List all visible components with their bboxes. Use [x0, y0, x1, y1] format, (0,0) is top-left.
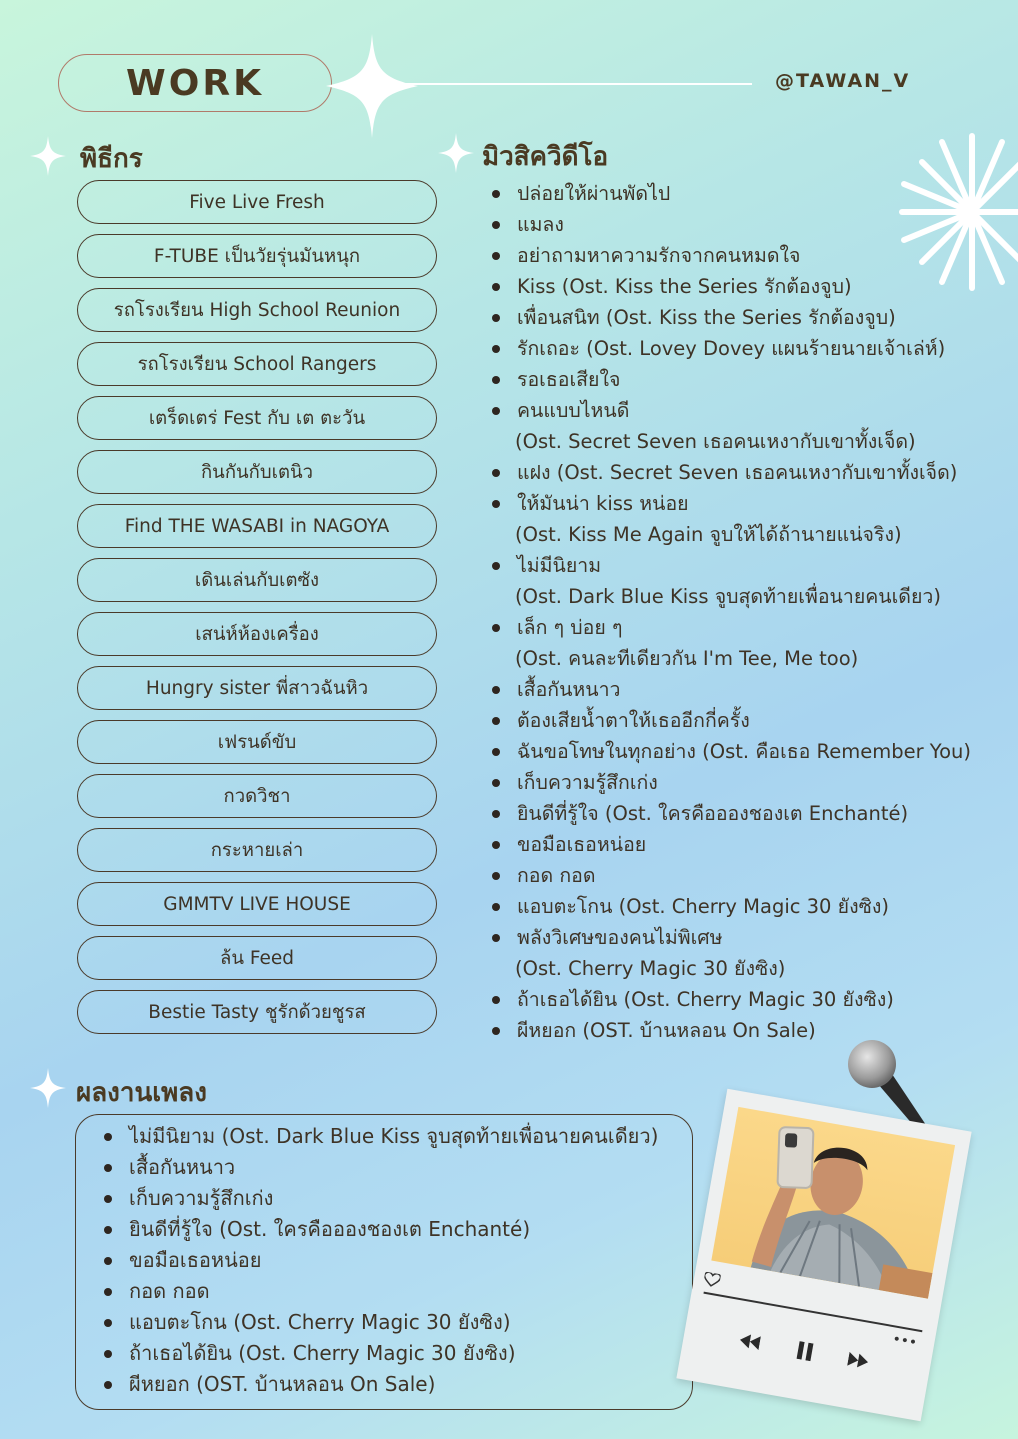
sparkle-icon — [438, 133, 474, 173]
song-title: เสื้อกันหนาว — [129, 1155, 236, 1179]
bullet-icon — [104, 1350, 112, 1358]
artist-photo — [711, 1107, 955, 1299]
music-video-title: ปล่อยให้ผ่านพัดไป — [517, 182, 671, 205]
bullet-icon — [492, 841, 500, 849]
song-title: ถ้าเธอได้ยิน (Ost. Cherry Magic 30 ยังซิง) — [129, 1341, 516, 1365]
song-title: ยินดีที่รู้ใจ (Ost. ใครคืออองชองเต Enchanté) — [129, 1217, 531, 1241]
bullet-icon — [104, 1288, 112, 1296]
music-video-title: แฝง (Ost. Secret Seven เธอคนเหงากับเขาทั้งเจ็ด) — [517, 461, 958, 484]
bullet-icon — [104, 1195, 112, 1203]
song-title: ไม่มีนิยาม (Ost. Dark Blue Kiss จูบสุดท้ายเพื่อนายคนเดียว) — [129, 1124, 659, 1148]
music-video-item — [492, 457, 992, 488]
music-video-title: รอเธอเสียใจ — [517, 368, 621, 391]
bullet-icon — [104, 1226, 112, 1234]
music-video-item — [492, 705, 992, 736]
music-video-item — [492, 922, 992, 984]
bullet-icon — [492, 500, 500, 508]
bullet-icon — [492, 717, 500, 725]
music-video-item — [492, 240, 992, 271]
bullet-icon — [492, 748, 500, 756]
host-show-item: ล้น Feed — [77, 936, 437, 980]
music-player-card — [676, 1089, 971, 1422]
music-video-title: พลังวิเศษของคนไม่พิเศษ — [517, 926, 723, 949]
bullet-icon — [492, 190, 500, 198]
music-video-item — [492, 364, 992, 395]
artist-portrait — [711, 1107, 955, 1299]
music-video-title: ยินดีที่รู้ใจ (Ost. ใครคืออองชองเต Enchanté) — [517, 802, 909, 825]
bullet-icon — [492, 283, 500, 291]
progress-track[interactable] — [703, 1292, 922, 1333]
hosts-title: พิธีกร — [80, 144, 143, 174]
bullet-icon — [492, 934, 500, 942]
song-title: กอด กอด — [129, 1279, 210, 1303]
music-video-item — [492, 736, 992, 767]
music-video-item — [492, 674, 992, 705]
music-video-title: ผีหยอก (OST. บ้านหลอน On Sale) — [517, 1019, 816, 1042]
song-item — [104, 1183, 658, 1214]
music-video-item — [492, 333, 992, 364]
bullet-icon — [492, 252, 500, 260]
music-video-subtitle: (Ost. Secret Seven เธอคนเหงากับเขาทั้งเจ็ด) — [515, 430, 916, 453]
page-title: WORK — [126, 62, 264, 104]
host-show-item: เฟรนด์ขับ — [77, 720, 437, 764]
work-title-pill — [58, 54, 332, 112]
music-video-item — [492, 767, 992, 798]
song-title: แอบตะโกน (Ost. Cherry Magic 30 ยังซิง) — [129, 1310, 511, 1334]
song-item — [104, 1276, 658, 1307]
bullet-icon — [104, 1164, 112, 1172]
music-video-title: ถ้าเธอได้ยิน (Ost. Cherry Magic 30 ยังซิง) — [517, 988, 894, 1011]
music-video-title: Kiss (Ost. Kiss the Series รักต้องจูบ) — [517, 275, 852, 298]
songs-title: ผลงานเพลง — [76, 1078, 207, 1108]
music-videos-list — [492, 178, 992, 1046]
music-video-subtitle: (Ost. Cherry Magic 30 ยังซิง) — [515, 957, 786, 980]
music-video-title: เพื่อนสนิท (Ost. Kiss the Series รักต้องจูบ) — [517, 306, 896, 329]
rewind-icon[interactable] — [739, 1333, 761, 1350]
bullet-icon — [492, 407, 500, 415]
music-video-title: รักเถอะ (Ost. Lovey Dovey แผนร้ายนายเจ้าเล่ห์) — [517, 337, 946, 360]
host-show-item: เสน่ห์ห้องเครื่อง — [77, 612, 437, 656]
music-video-item — [492, 178, 992, 209]
song-title: เก็บความรู้สึกเก่ง — [129, 1186, 274, 1210]
music-video-title: ฉันขอโทษในทุกอย่าง (Ost. คือเธอ Remember You) — [517, 740, 972, 763]
music-video-title: ต้องเสียน้ำตาให้เธออีกกี่ครั้ง — [517, 709, 750, 732]
song-title: ขอมือเธอหน่อย — [129, 1248, 262, 1272]
host-show-item: GMMTV LIVE HOUSE — [77, 882, 437, 926]
music-video-item — [492, 550, 992, 612]
host-show-item: F-TUBE เป็นวัยรุ่นมันหนุก — [77, 234, 437, 278]
music-video-item — [492, 271, 992, 302]
music-video-title: ไม่มีนิยาม — [517, 554, 602, 577]
song-item — [104, 1121, 658, 1152]
music-video-item — [492, 798, 992, 829]
host-show-item: Find THE WASABI in NAGOYA — [77, 504, 437, 548]
music-video-title: ขอมือเธอหน่อย — [517, 833, 647, 856]
header-divider — [392, 83, 752, 85]
music-video-item — [492, 488, 992, 550]
host-show-item: Bestie Tasty ชูรักด้วยชูรส — [77, 990, 437, 1034]
song-item — [104, 1307, 658, 1338]
music-video-title: คนแบบไหนดี — [517, 399, 630, 422]
music-video-item — [492, 302, 992, 333]
music-video-title: แอบตะโกน (Ost. Cherry Magic 30 ยังซิง) — [517, 895, 889, 918]
song-item — [104, 1338, 658, 1369]
host-show-item: Five Live Fresh — [77, 180, 437, 224]
music-video-title: ให้มันน่า kiss หน่อย — [517, 492, 689, 515]
bullet-icon — [104, 1257, 112, 1265]
music-video-title: อย่าถามหาความรักจากคนหมดใจ — [517, 244, 801, 267]
bullet-icon — [492, 221, 500, 229]
songs-list — [104, 1121, 658, 1400]
bullet-icon — [492, 686, 500, 694]
heart-icon[interactable] — [703, 1272, 721, 1289]
sparkle-icon — [30, 1068, 66, 1108]
bullet-icon — [492, 624, 500, 632]
song-item — [104, 1152, 658, 1183]
bullet-icon — [492, 562, 500, 570]
music-video-subtitle: (Ost. คนละทีเดียวกัน I'm Tee, Me too) — [515, 647, 859, 670]
bullet-icon — [492, 872, 500, 880]
music-video-title: เล็ก ๆ บ่อย ๆ — [517, 616, 623, 639]
music-video-item — [492, 395, 992, 457]
music-video-item — [492, 612, 992, 674]
host-show-item: เดินเล่นกับเตซัง — [77, 558, 437, 602]
sparkle-icon — [326, 34, 418, 138]
music-video-item — [492, 860, 992, 891]
music-video-item — [492, 891, 992, 922]
more-icon[interactable]: ••• — [891, 1331, 919, 1352]
music-video-item — [492, 209, 992, 240]
bullet-icon — [104, 1133, 112, 1141]
sparkle-icon — [30, 136, 66, 176]
host-show-item: กินกันกับเตนิว — [77, 450, 437, 494]
music-video-subtitle: (Ost. Dark Blue Kiss จูบสุดท้ายเพื่อนายคนเดียว) — [515, 585, 941, 608]
forward-icon[interactable] — [847, 1352, 869, 1369]
bullet-icon — [492, 903, 500, 911]
music-video-title: กอด กอด — [517, 864, 596, 887]
host-show-item: กวดวิชา — [77, 774, 437, 818]
hosts-list — [77, 180, 437, 1044]
bullet-icon — [492, 779, 500, 787]
bullet-icon — [492, 1027, 500, 1035]
song-item — [104, 1245, 658, 1276]
host-show-item: กระหายเล่า — [77, 828, 437, 872]
host-show-item: รถโรงเรียน School Rangers — [77, 342, 437, 386]
bullet-icon — [104, 1381, 112, 1389]
pause-icon[interactable] — [796, 1341, 815, 1362]
bullet-icon — [492, 345, 500, 353]
bullet-icon — [492, 314, 500, 322]
music-video-title: เสื้อกันหนาว — [517, 678, 621, 701]
host-show-item: รถโรงเรียน High School Reunion — [77, 288, 437, 332]
host-show-item: Hungry sister พี่สาวฉันหิว — [77, 666, 437, 710]
song-item — [104, 1369, 658, 1400]
music-video-title: เก็บความรู้สึกเก่ง — [517, 771, 658, 794]
song-item — [104, 1214, 658, 1245]
host-show-item: เตร็ดเตร่ Fest กับ เต ตะวัน — [77, 396, 437, 440]
bullet-icon — [492, 376, 500, 384]
song-title: ผีหยอก (OST. บ้านหลอน On Sale) — [129, 1372, 436, 1396]
music-video-subtitle: (Ost. Kiss Me Again จูบให้ได้ถ้านายแน่จริง) — [515, 523, 902, 546]
bullet-icon — [492, 469, 500, 477]
music-video-title: แมลง — [517, 213, 564, 236]
bullet-icon — [104, 1319, 112, 1327]
bullet-icon — [492, 996, 500, 1004]
bullet-icon — [492, 810, 500, 818]
music-video-item — [492, 984, 992, 1015]
social-handle: @TAWAN_V — [775, 70, 911, 92]
music-videos-title: มิวสิควิดีโอ — [482, 142, 609, 172]
music-video-item — [492, 829, 992, 860]
